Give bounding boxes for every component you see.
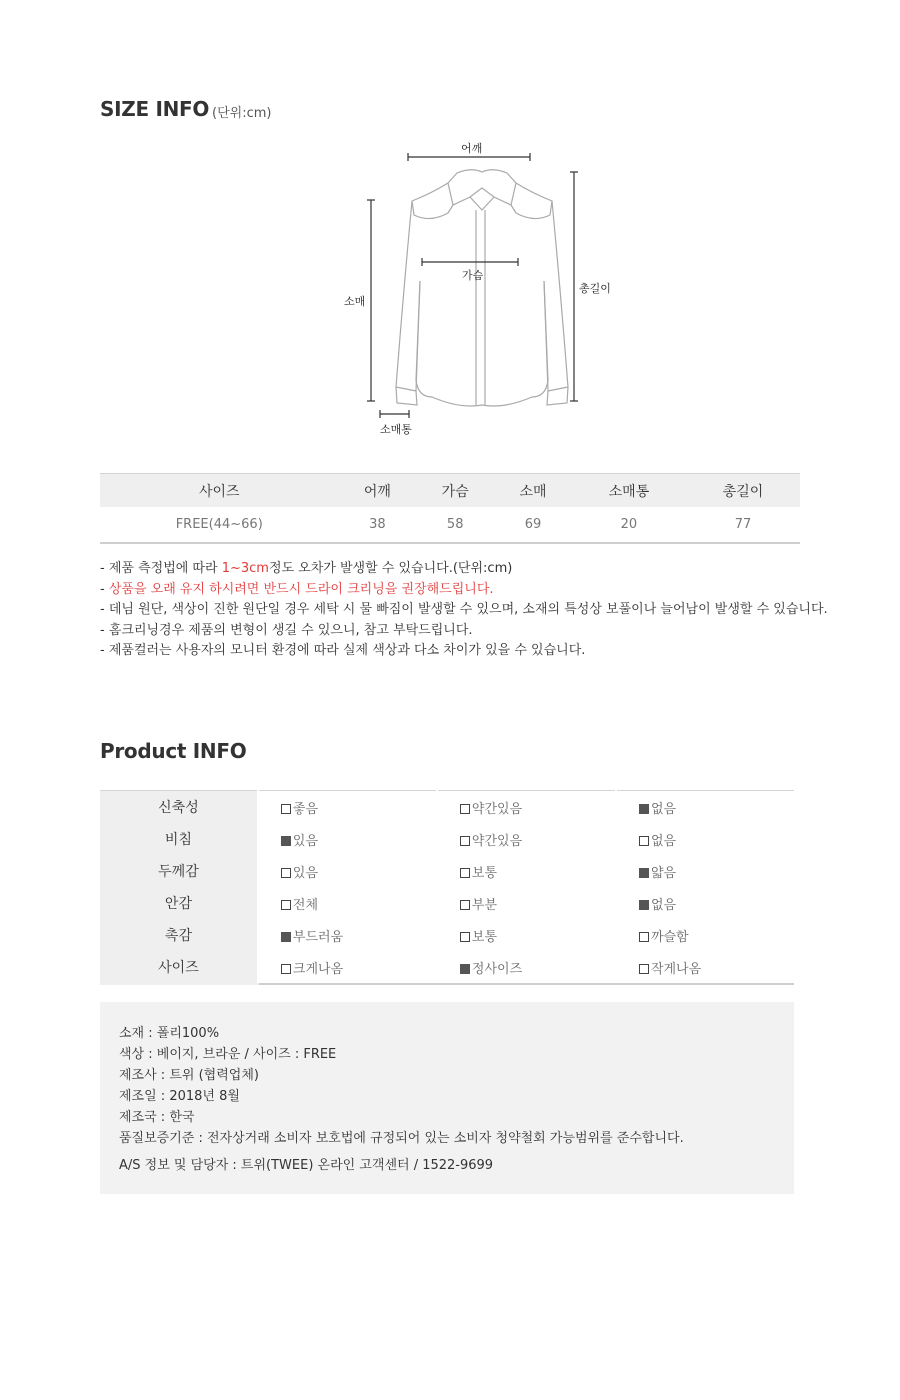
attribute-label: 비침 bbox=[100, 823, 258, 855]
table-row bbox=[100, 887, 794, 919]
cell-total-length: 77 bbox=[686, 507, 800, 543]
table-row bbox=[100, 791, 794, 824]
note-highlight: 1~3cm bbox=[221, 561, 269, 576]
note-warning: 상품을 오래 유지 하시려면 반드시 드라이 크리닝을 권장해드립니다. bbox=[108, 581, 494, 597]
cell-chest: 58 bbox=[416, 507, 494, 543]
cell-sleeve: 69 bbox=[494, 507, 572, 543]
attribute-option bbox=[616, 919, 794, 951]
attribute-option bbox=[616, 823, 794, 855]
table-row bbox=[100, 823, 794, 855]
size-info-title: SIZE INFO bbox=[100, 97, 210, 121]
header-chest: 가슴 bbox=[416, 474, 494, 508]
attribute-option bbox=[437, 919, 616, 951]
attribute-label: 안감 bbox=[100, 887, 258, 919]
option-text: 까슬함 bbox=[650, 929, 689, 945]
label-shoulder: 어깨 bbox=[461, 142, 483, 155]
checked-box-icon bbox=[639, 804, 649, 814]
attribute-option bbox=[258, 887, 437, 919]
size-info-unit: (단위:cm) bbox=[212, 106, 272, 121]
attribute-option bbox=[616, 791, 794, 824]
unchecked-box-icon bbox=[460, 804, 470, 814]
header-total-length: 총길이 bbox=[686, 474, 800, 508]
option-text: 정사이즈 bbox=[471, 961, 523, 977]
cell-cuff: 20 bbox=[572, 507, 686, 543]
header-sleeve: 소매 bbox=[494, 474, 572, 508]
attribute-option bbox=[258, 951, 437, 984]
option-text: 보통 bbox=[471, 929, 498, 945]
label-total-length: 총길이 bbox=[579, 282, 611, 295]
header-cuff: 소매통 bbox=[572, 474, 686, 508]
attribute-option bbox=[616, 951, 794, 984]
option-text: 없음 bbox=[650, 801, 677, 817]
unchecked-box-icon bbox=[281, 964, 291, 974]
option-text: 전체 bbox=[292, 897, 319, 913]
note-item bbox=[100, 580, 828, 601]
option-text: 얇음 bbox=[650, 865, 677, 881]
unchecked-box-icon bbox=[281, 804, 291, 814]
attribute-option bbox=[616, 855, 794, 887]
unchecked-box-icon bbox=[460, 836, 470, 846]
note-item bbox=[100, 559, 828, 580]
product-info-table bbox=[100, 790, 794, 985]
option-text: 부드러움 bbox=[292, 929, 344, 945]
label-chest: 가슴 bbox=[462, 269, 484, 282]
unchecked-box-icon bbox=[460, 932, 470, 942]
option-text: 있음 bbox=[292, 865, 319, 881]
option-text: 없음 bbox=[650, 833, 677, 849]
cell-size: FREE(44~66) bbox=[100, 507, 338, 543]
attribute-option bbox=[258, 855, 437, 887]
product-info-title: Product INFO bbox=[100, 739, 247, 763]
attribute-option bbox=[258, 919, 437, 951]
detail-manufacture-date: 제조일 : 2018년 8월 bbox=[119, 1089, 240, 1104]
size-table-header bbox=[100, 474, 800, 508]
note-item: - 홈크리닝경우 제품의 변형이 생길 수 있으니, 참고 부탁드립니다. bbox=[100, 622, 473, 638]
note-text: - bbox=[100, 581, 109, 597]
product-details-box bbox=[100, 1002, 794, 1194]
cell-shoulder: 38 bbox=[338, 507, 416, 543]
attribute-option bbox=[258, 791, 437, 824]
unchecked-box-icon bbox=[460, 868, 470, 878]
option-text: 있음 bbox=[292, 833, 319, 849]
checked-box-icon bbox=[639, 900, 649, 910]
table-row bbox=[100, 855, 794, 887]
option-text: 약간있음 bbox=[471, 801, 523, 817]
header-shoulder: 어깨 bbox=[338, 474, 416, 508]
unchecked-box-icon bbox=[639, 964, 649, 974]
detail-material: 소재 : 폴리100% bbox=[119, 1026, 220, 1041]
checked-box-icon bbox=[281, 932, 291, 942]
attribute-label: 신축성 bbox=[100, 791, 258, 824]
label-cuff: 소매통 bbox=[380, 423, 412, 436]
option-text: 크게나옴 bbox=[292, 961, 344, 977]
attribute-option bbox=[437, 887, 616, 919]
header-size: 사이즈 bbox=[100, 474, 338, 508]
label-sleeve: 소매 bbox=[344, 295, 366, 308]
option-text: 보통 bbox=[471, 865, 498, 881]
note-item: - 제품컬러는 사용자의 모니터 환경에 따라 실제 색상과 다소 차이가 있을 수 있습니다. bbox=[100, 643, 586, 659]
detail-color-size: 색상 : 베이지, 브라운 / 사이즈 : FREE bbox=[119, 1047, 337, 1062]
shirt-size-diagram bbox=[340, 135, 630, 445]
detail-as-contact: A/S 정보 및 담당자 : 트위(TWEE) 온라인 고객센터 / 1522-9699 bbox=[119, 1158, 494, 1173]
table-row bbox=[100, 951, 794, 984]
attribute-option bbox=[437, 951, 616, 984]
attribute-label: 촉감 bbox=[100, 919, 258, 951]
unchecked-box-icon bbox=[281, 868, 291, 878]
option-text: 약간있음 bbox=[471, 833, 523, 849]
attribute-label: 사이즈 bbox=[100, 951, 258, 984]
attribute-label: 두께감 bbox=[100, 855, 258, 887]
option-text: 없음 bbox=[650, 897, 677, 913]
table-row bbox=[100, 507, 800, 543]
detail-quality-guarantee: 품질보증기준 : 전자상거래 소비자 보호법에 규정되어 있는 소비자 청약철회 가능범위를 준수합니다. bbox=[119, 1131, 684, 1146]
attribute-option bbox=[437, 855, 616, 887]
attribute-option bbox=[258, 823, 437, 855]
size-table bbox=[100, 473, 800, 544]
option-text: 작게나옴 bbox=[650, 961, 702, 977]
size-notes bbox=[100, 559, 828, 662]
detail-manufacturer: 제조사 : 트위 (협력업체) bbox=[119, 1068, 259, 1083]
checked-box-icon bbox=[281, 836, 291, 846]
checked-box-icon bbox=[639, 868, 649, 878]
attribute-option bbox=[437, 791, 616, 824]
table-row bbox=[100, 919, 794, 951]
unchecked-box-icon bbox=[281, 900, 291, 910]
option-text: 부분 bbox=[471, 897, 498, 913]
option-text: 좋음 bbox=[292, 801, 319, 817]
checked-box-icon bbox=[460, 964, 470, 974]
attribute-option bbox=[437, 823, 616, 855]
unchecked-box-icon bbox=[639, 836, 649, 846]
note-text: 정도 오차가 발생할 수 있습니다.(단위:cm) bbox=[268, 561, 513, 576]
note-item: - 데님 원단, 색상이 진한 원단일 경우 세탁 시 물 빠짐이 발생할 수 있으며, 소재의 특성상 보풀이나 늘어남이 발생할 수 있습니다. bbox=[100, 602, 828, 618]
unchecked-box-icon bbox=[460, 900, 470, 910]
unchecked-box-icon bbox=[639, 932, 649, 942]
detail-country: 제조국 : 한국 bbox=[119, 1110, 195, 1125]
attribute-option bbox=[616, 887, 794, 919]
note-text: - 제품 측정법에 따라 bbox=[100, 561, 222, 576]
